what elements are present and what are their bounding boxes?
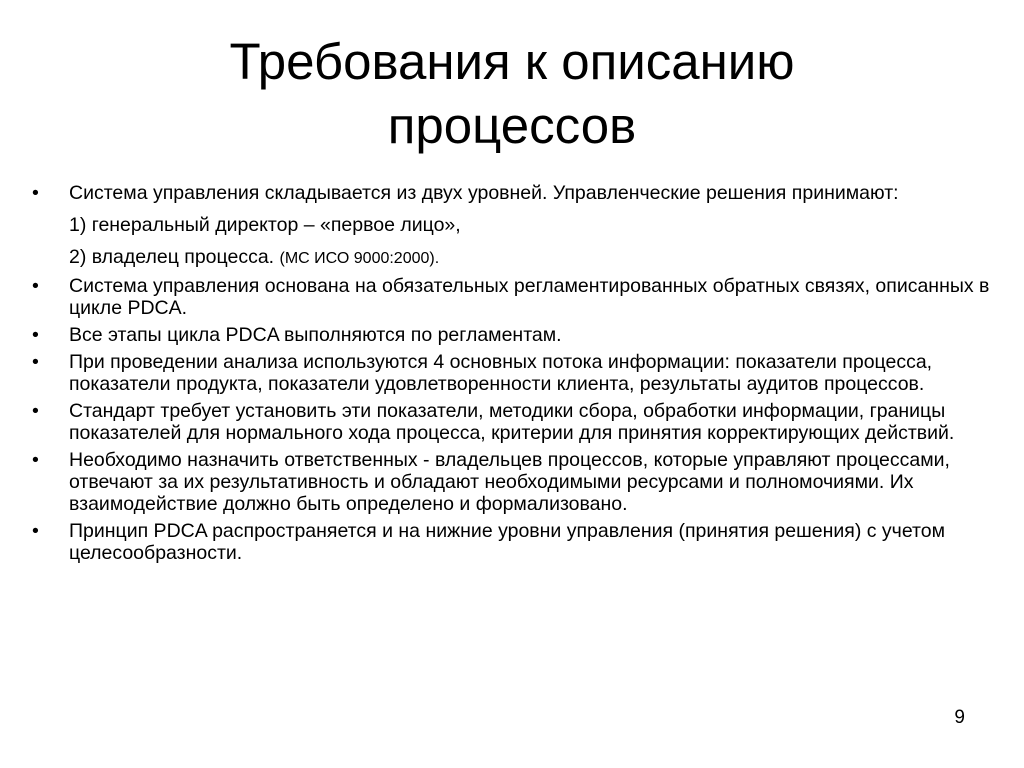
bullet-marker: • bbox=[32, 275, 39, 297]
sub-item-2 bbox=[69, 246, 1002, 270]
bullet-item-4 bbox=[32, 351, 1002, 395]
standard-reference: (МС ИСО 9000:2000). bbox=[279, 250, 440, 267]
bullet-item-5 bbox=[32, 400, 1002, 444]
sub-item-2-text: 2) владелец процесса. bbox=[69, 246, 275, 268]
sub-item-1: 1) генеральный директор – «первое лицо», bbox=[69, 214, 461, 236]
bullet-marker: • bbox=[32, 449, 39, 471]
bullet-marker: • bbox=[32, 182, 39, 204]
bullet-marker: • bbox=[32, 400, 39, 422]
bullet-marker: • bbox=[32, 351, 39, 373]
bullet-marker: • bbox=[32, 324, 39, 346]
bullet-text: Система управления основана на обязательных регламентированных обратных связях, описанных в цикле PDCA. bbox=[69, 275, 990, 319]
bullet-item-6 bbox=[32, 449, 1002, 515]
bullet-text: При проведении анализа используются 4 основных потока информации: показатели процесса, показатели продукта, показатели удовлетворенности клиента, результаты аудитов процессов. bbox=[69, 351, 933, 395]
bullet-item-7 bbox=[32, 520, 1002, 564]
slide-title bbox=[0, 30, 1024, 158]
bullet-item-3 bbox=[32, 324, 1002, 346]
bullet-text: Стандарт требует установить эти показатели, методики сбора, обработки информации, границы показателей для нормального хода процесса, критерии для принятия корректирующих действий. bbox=[69, 400, 955, 444]
bullet-item-1 bbox=[32, 182, 1002, 270]
bullet-text: Необходимо назначить ответственных - владельцев процессов, которые управляют процессами, отвечают за их результативность и обладают необходимыми ресурсами и полномочиями. Их взаимодействие должно быть определено и формализовано. bbox=[69, 449, 950, 515]
bullet-text: Принцип PDCA распространяется и на нижние уровни управления (принятия решения) с учетом целесообразности. bbox=[69, 520, 945, 564]
slide-title-line-1: Требования к описанию bbox=[229, 33, 795, 90]
page-number: 9 bbox=[954, 707, 965, 728]
slide-title-line-2: процессов bbox=[387, 97, 637, 154]
bullet-item-2 bbox=[32, 275, 1002, 319]
bullet-marker: • bbox=[32, 520, 39, 542]
bullet-text: Система управления складывается из двух уровней. Управленческие решения принимают: bbox=[69, 182, 899, 204]
bullet-text: Все этапы цикла PDCA выполняются по регламентам. bbox=[69, 324, 562, 346]
bullet-list bbox=[32, 182, 1002, 569]
